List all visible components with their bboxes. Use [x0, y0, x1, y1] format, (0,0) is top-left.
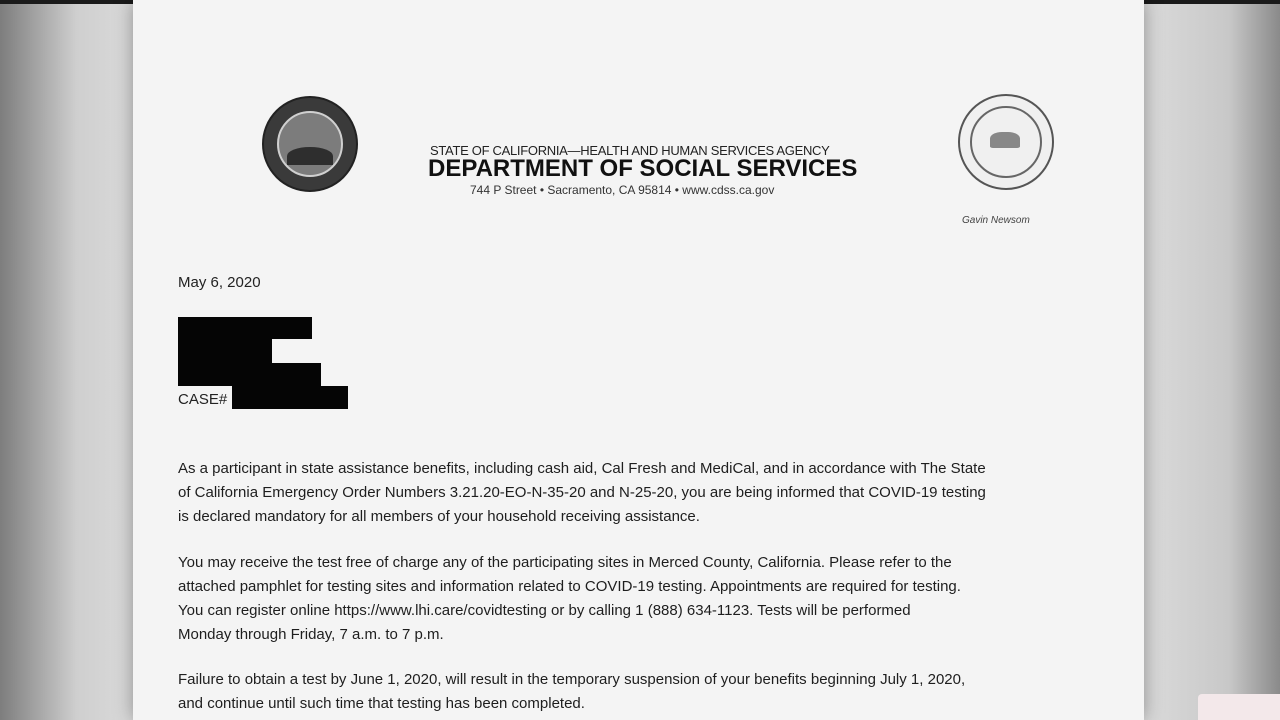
redaction-bar	[178, 339, 272, 363]
paragraph-line: of California Emergency Order Numbers 3.21.20-EO-N-35-20 and N-25-20, you are being informed that COVID-19 testing	[178, 484, 986, 501]
governor-seal-icon	[958, 94, 1054, 190]
corner-overlay	[1198, 694, 1280, 720]
department-title: DEPARTMENT OF SOCIAL SERVICES	[428, 155, 858, 182]
redaction-bar	[232, 386, 348, 409]
paragraph-mandatory-testing	[178, 457, 1118, 529]
paragraph-line: Failure to obtain a test by June 1, 2020, will result in the temporary suspension of your benefits beginning July 1, 2020,	[178, 671, 966, 688]
redaction-bar	[178, 363, 321, 386]
agency-line: STATE OF CALIFORNIA—HEALTH AND HUMAN SERVICES AGENCY	[430, 143, 830, 158]
redaction-bar	[178, 317, 312, 339]
paragraph-line: You may receive the test free of charge any of the participating sites in Merced County, California. Please refer to the	[178, 554, 952, 571]
paragraph-line: and continue until such time that testing has been completed.	[178, 695, 585, 712]
paragraph-suspension-notice	[178, 668, 1118, 716]
paragraph-line: attached pamphlet for testing sites and information related to COVID-19 testing. Appointments are required for testing.	[178, 578, 961, 595]
california-state-seal-icon	[262, 96, 358, 192]
letter-date: May 6, 2020	[178, 274, 261, 291]
governor-name: Gavin Newsom	[962, 215, 1030, 226]
case-number-label: CASE#	[178, 391, 228, 408]
paragraph-line: is declared mandatory for all members of your household receiving assistance.	[178, 508, 700, 525]
paragraph-line: As a participant in state assistance benefits, including cash aid, Cal Fresh and MediCal, and in accordance with The State	[178, 460, 986, 477]
department-address: 744 P Street • Sacramento, CA 95814 • www.cdss.ca.gov	[470, 183, 775, 197]
paragraph-testing-sites	[178, 551, 1118, 647]
paragraph-line: Monday through Friday, 7 a.m. to 7 p.m.	[178, 626, 444, 643]
paragraph-line: You can register online https://www.lhi.care/covidtesting or by calling 1 (888) 634-1123. Tests will be performed	[178, 602, 911, 619]
